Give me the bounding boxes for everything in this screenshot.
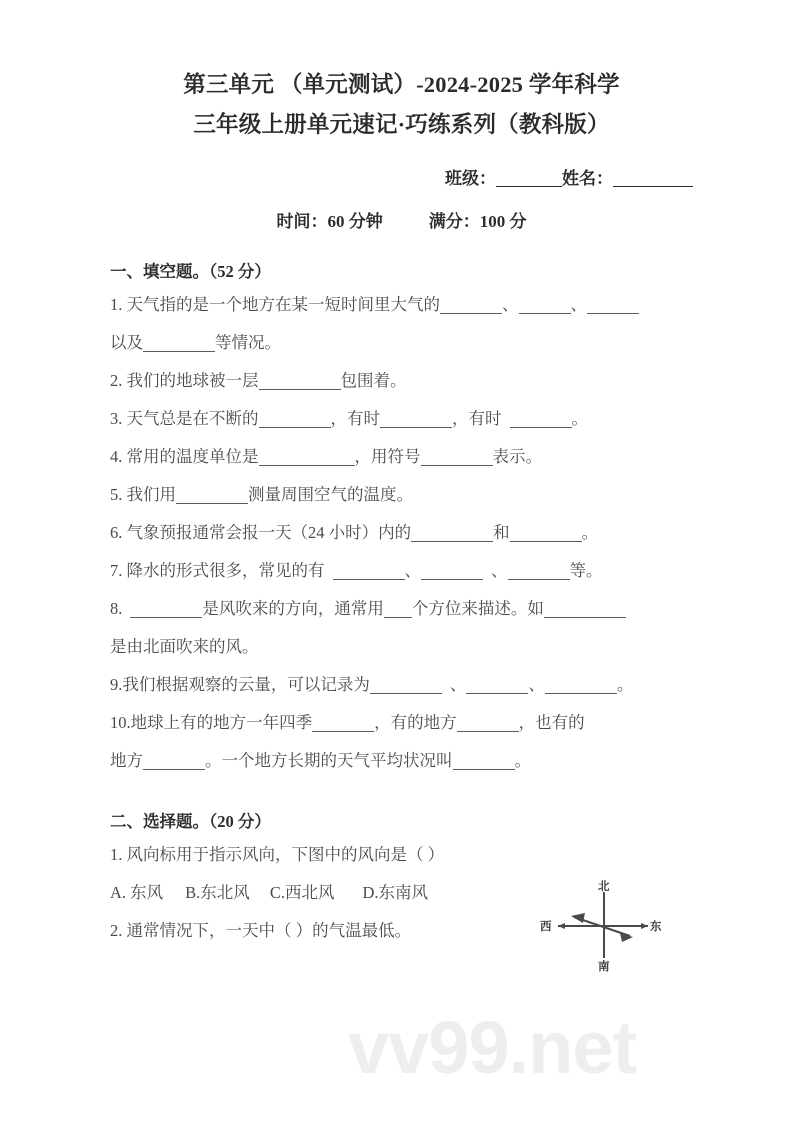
q6-text-a: 6. 气象预报通常会报一天（24 小时）内的 bbox=[110, 523, 412, 542]
compass-label-east: 东 bbox=[650, 921, 662, 933]
q10-blank-3[interactable] bbox=[143, 753, 205, 770]
q9-blank-3[interactable] bbox=[545, 677, 617, 694]
option-c[interactable]: C.西北风 bbox=[269, 883, 335, 902]
q2-blank-1[interactable] bbox=[259, 373, 341, 390]
q7-blank-2[interactable] bbox=[421, 563, 483, 580]
q3-text-a: 3. 天气总是在不断的 bbox=[110, 409, 259, 428]
student-info-line bbox=[110, 164, 693, 189]
exam-meta-line bbox=[110, 207, 693, 232]
q1-blank-2[interactable] bbox=[519, 297, 571, 314]
q10-text-d: 地方 bbox=[110, 751, 143, 770]
q5-text-a: 5. 我们用 bbox=[110, 485, 176, 504]
q10-text-f: 。 bbox=[514, 751, 531, 770]
q9-text-c: 、 bbox=[528, 675, 545, 694]
q1-blank-3[interactable] bbox=[587, 297, 639, 314]
option-a[interactable]: A. 东风 bbox=[110, 883, 164, 902]
q1-blank-1[interactable] bbox=[440, 297, 502, 314]
q8-number: 8. bbox=[110, 599, 123, 618]
q4-blank-1[interactable] bbox=[259, 449, 355, 466]
class-label: 班级： bbox=[445, 169, 496, 188]
q6-text-c: 。 bbox=[581, 523, 599, 542]
choice-question-2-stem: 2. 通常情况下，一天中（ ）的气温最低。 bbox=[110, 921, 412, 940]
page-title-line-2: 三年级上册单元速记·巧练系列（教科版） bbox=[193, 111, 610, 137]
q3-blank-3[interactable] bbox=[510, 411, 572, 428]
section-heading-fill-blank: 一、填空题。（52 分） bbox=[110, 262, 271, 281]
wind-vane-compass-figure bbox=[538, 878, 670, 978]
section-heading-multiple-choice: 二、选择题。（20 分） bbox=[110, 812, 271, 831]
question-4 bbox=[110, 438, 693, 476]
q10-blank-2[interactable] bbox=[457, 715, 519, 732]
question-5 bbox=[110, 476, 693, 514]
q9-blank-2[interactable] bbox=[466, 677, 528, 694]
choice-question-1-stem: 1. 风向标用于指示风向，下图中的风向是（ ） bbox=[110, 845, 445, 864]
q9-text-b: 、 bbox=[449, 675, 467, 694]
question-10-line-2 bbox=[110, 742, 693, 780]
question-2 bbox=[110, 362, 693, 400]
q4-text-b: ，用符号 bbox=[354, 447, 421, 466]
question-7 bbox=[110, 552, 693, 590]
question-10-line-1 bbox=[110, 704, 693, 742]
q3-text-c: ，有时 bbox=[452, 409, 502, 428]
q7-text-b: 、 bbox=[404, 561, 421, 580]
q8-text-b: 是风吹来的方向，通常用 bbox=[202, 599, 384, 618]
option-b[interactable]: B.东北风 bbox=[185, 883, 250, 902]
q7-text-c: 、 bbox=[491, 561, 508, 580]
watermark-text: vv99.net bbox=[348, 1006, 637, 1089]
q4-text-a: 4. 常用的温度单位是 bbox=[110, 447, 259, 466]
compass-label-north: 北 bbox=[598, 881, 610, 893]
q5-blank-1[interactable] bbox=[176, 487, 248, 504]
q5-text-b: 测量周围空气的温度。 bbox=[248, 485, 413, 504]
q10-text-a: 10.地球上有的地方一年四季 bbox=[110, 713, 313, 732]
q4-blank-2[interactable] bbox=[421, 449, 493, 466]
q10-text-c: ，也有的 bbox=[518, 713, 585, 732]
question-1-line-2 bbox=[110, 324, 693, 362]
name-label: 姓名： bbox=[562, 169, 613, 188]
question-6 bbox=[110, 514, 693, 552]
q10-blank-1[interactable] bbox=[312, 715, 374, 732]
q8-blank-3[interactable] bbox=[544, 601, 626, 618]
q1-text-a: 1. 天气指的是一个地方在某一短时间里大气的 bbox=[110, 295, 440, 314]
q1-text-c: 、 bbox=[570, 295, 587, 314]
option-d[interactable]: D.东南风 bbox=[362, 883, 428, 902]
q6-blank-1[interactable] bbox=[411, 525, 493, 542]
q2-text-a: 2. 我们的地球被一层 bbox=[110, 371, 259, 390]
question-8-line-1 bbox=[110, 590, 693, 628]
q7-text-a: 7. 降水的形式很多，常见的有 bbox=[110, 561, 325, 580]
compass-label-west: 西 bbox=[540, 921, 552, 933]
q10-text-b: ，有的地方 bbox=[374, 713, 457, 732]
q3-blank-2[interactable] bbox=[380, 411, 452, 428]
q8-blank-1[interactable] bbox=[130, 601, 202, 618]
q10-text-e: 。一个地方长期的天气平均状况叫 bbox=[205, 751, 453, 770]
name-blank[interactable] bbox=[613, 186, 693, 187]
q4-text-c: 表示。 bbox=[492, 447, 542, 466]
q3-blank-1[interactable] bbox=[259, 411, 331, 428]
q6-blank-2[interactable] bbox=[510, 525, 582, 542]
q9-blank-1[interactable] bbox=[370, 677, 442, 694]
q2-text-b: 包围着。 bbox=[340, 371, 407, 390]
q9-text-a: 9.我们根据观察的云量，可以记录为 bbox=[110, 675, 370, 694]
q1-text-b: 、 bbox=[502, 295, 519, 314]
q10-blank-4[interactable] bbox=[453, 753, 515, 770]
q7-blank-1[interactable] bbox=[333, 563, 405, 580]
q1-text-d: 以及 bbox=[110, 333, 143, 352]
q8-blank-2[interactable] bbox=[384, 601, 412, 618]
compass-label-south: 南 bbox=[598, 961, 610, 973]
q8-text-d: 是由北面吹来的风。 bbox=[110, 637, 259, 656]
q8-text-c: 个方位来描述。如 bbox=[411, 599, 544, 618]
q1-text-e: 等情况。 bbox=[215, 333, 281, 352]
total-score-label: 满分：100 分 bbox=[428, 212, 527, 231]
question-3 bbox=[110, 400, 693, 438]
time-label: 时间：60 分钟 bbox=[276, 212, 383, 231]
class-blank[interactable] bbox=[496, 186, 562, 187]
question-8-line-2 bbox=[110, 628, 693, 666]
page-title-line-1: 第三单元 （单元测试）-2024-2025 学年科学 bbox=[183, 72, 620, 97]
question-1-line-1 bbox=[110, 286, 693, 324]
question-9 bbox=[110, 666, 693, 704]
q9-text-d: 。 bbox=[616, 675, 634, 694]
q1-blank-4[interactable] bbox=[143, 335, 215, 352]
q6-text-b: 和 bbox=[493, 523, 510, 542]
q7-text-d: 等。 bbox=[569, 561, 603, 580]
q7-blank-3[interactable] bbox=[508, 563, 570, 580]
q3-text-d: 。 bbox=[571, 409, 588, 428]
q3-text-b: ，有时 bbox=[330, 409, 380, 428]
